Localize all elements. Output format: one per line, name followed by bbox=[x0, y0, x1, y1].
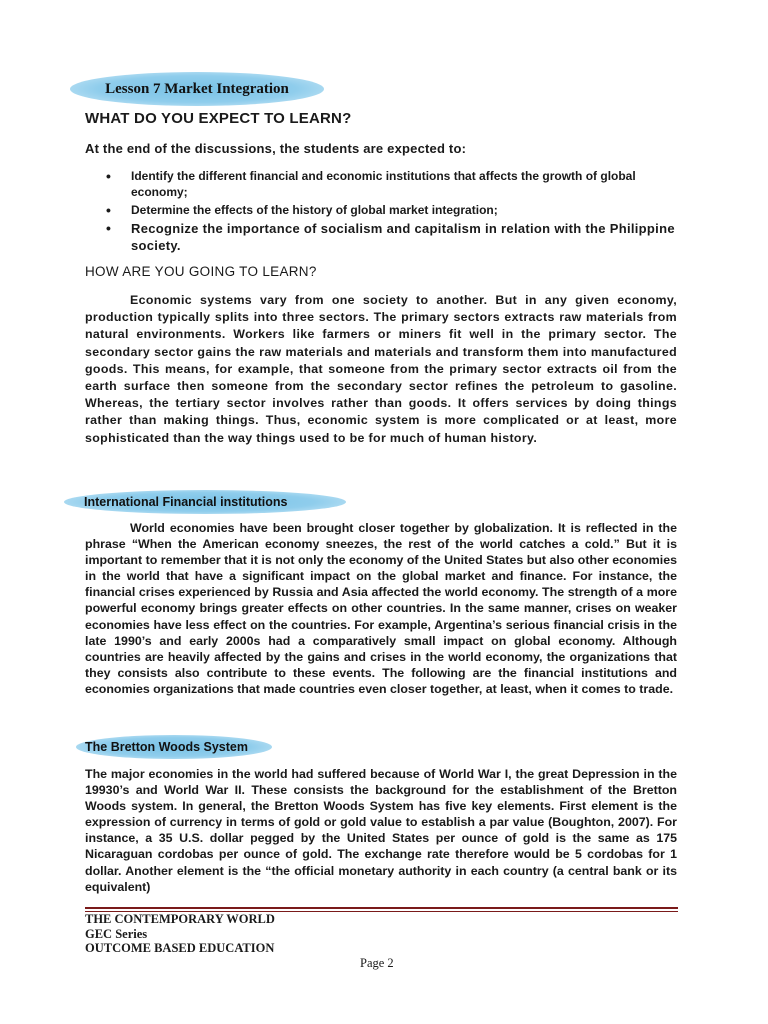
heading-expect-to-learn: WHAT DO YOU EXPECT TO LEARN? bbox=[85, 110, 352, 127]
paragraph-bretton-woods: The major economies in the world had suffered because of World War I, the great Depression in the 19930’s and World War II. These consists the background for the establishment of the Bretton Woods system. In general, the Bretton Woods System has five key elements. First element is the expression of currency in terms of gold or gold value to establish a par value (Boughton, 2007). For instance, a 35 U.S. dollar pegged by the United States per ounce of gold is the same as 175 Nicaraguan cordobas per ounce of gold. The exchange rate therefore would be 5 cordobas for 1 dollar. Another element is the “the official monetary authority in each country (a central bank or its equivalent) bbox=[85, 767, 677, 894]
section-banner-bretton-woods bbox=[76, 735, 272, 759]
heading-how-to-learn: HOW ARE YOU GOING TO LEARN? bbox=[85, 264, 317, 279]
footer bbox=[85, 912, 275, 956]
footer-program: OUTCOME BASED EDUCATION bbox=[85, 941, 275, 955]
page-number: Page 2 bbox=[360, 956, 394, 970]
paragraph-economic-systems: Economic systems vary from one society to another. But in any given economy, production typically splits into three sectors. The primary sectors extracts raw materials from natural environments. Workers like farmers or miners fit well in the primary sector. The secondary sector gains the raw materials and materials and transform them into manufactured goods. This means, for example, that someone from the primary sector extracts oil from the earth surface then someone from the secondary sector refines the petroleum to gasoline. Whereas, the tertiary sector involves rather than goods. It offers services by doing things rather than making things. Thus, economic system is more complicated or at least, more sophisticated than the way things used to be for much of human history. bbox=[85, 293, 677, 445]
section-title-financial-institutions: International Financial institutions bbox=[84, 495, 288, 509]
footer-series: GEC Series bbox=[85, 926, 148, 941]
footer-course-title: THE CONTEMPORARY WORLD bbox=[85, 912, 275, 926]
objective-item: • Recognize the importance of socialism and capitalism in relation with the Philippine society. bbox=[85, 220, 685, 254]
lesson-title: Lesson 7 Market Integration bbox=[105, 80, 289, 97]
section-title-bretton-woods: The Bretton Woods System bbox=[85, 740, 248, 754]
section-banner-financial-institutions bbox=[64, 490, 346, 514]
objective-item: • Identify the different financial and economic institutions that affects the growth of global economy; bbox=[85, 168, 685, 200]
intro-text: At the end of the discussions, the students are expected to: bbox=[85, 141, 467, 156]
objectives-list bbox=[85, 168, 685, 256]
paragraph-world-economies: World economies have been brought closer together by globalization. It is reflected in the phrase “When the American economy sneezes, the rest of the world catches a cold.” But it is important to remember that it is not only the economy of the United States but also other economies in the world that have a significant impact on the global market and finance. For instance, the financial crises experienced by Russia and Asia affected the world economy. The strength of a more powerful economy brings greater effects on other countries. In the same manner, crises on weaker economies have less effect on the countries. For example, Argentina’s serious financial crisis in the late 1990’s and early 2000s had a comparatively small impact on global economy. Although countries are heavily affected by the gains and crises in the world economy, the organizations that they consists also contribute to these events. The following are the financial institutions and economies organizations that made countries even closer together, at least, when it comes to trade. bbox=[85, 521, 677, 696]
footer-divider bbox=[85, 907, 678, 909]
lesson-title-banner bbox=[70, 72, 324, 106]
objective-item: • Determine the effects of the history of global market integration; bbox=[85, 202, 685, 218]
